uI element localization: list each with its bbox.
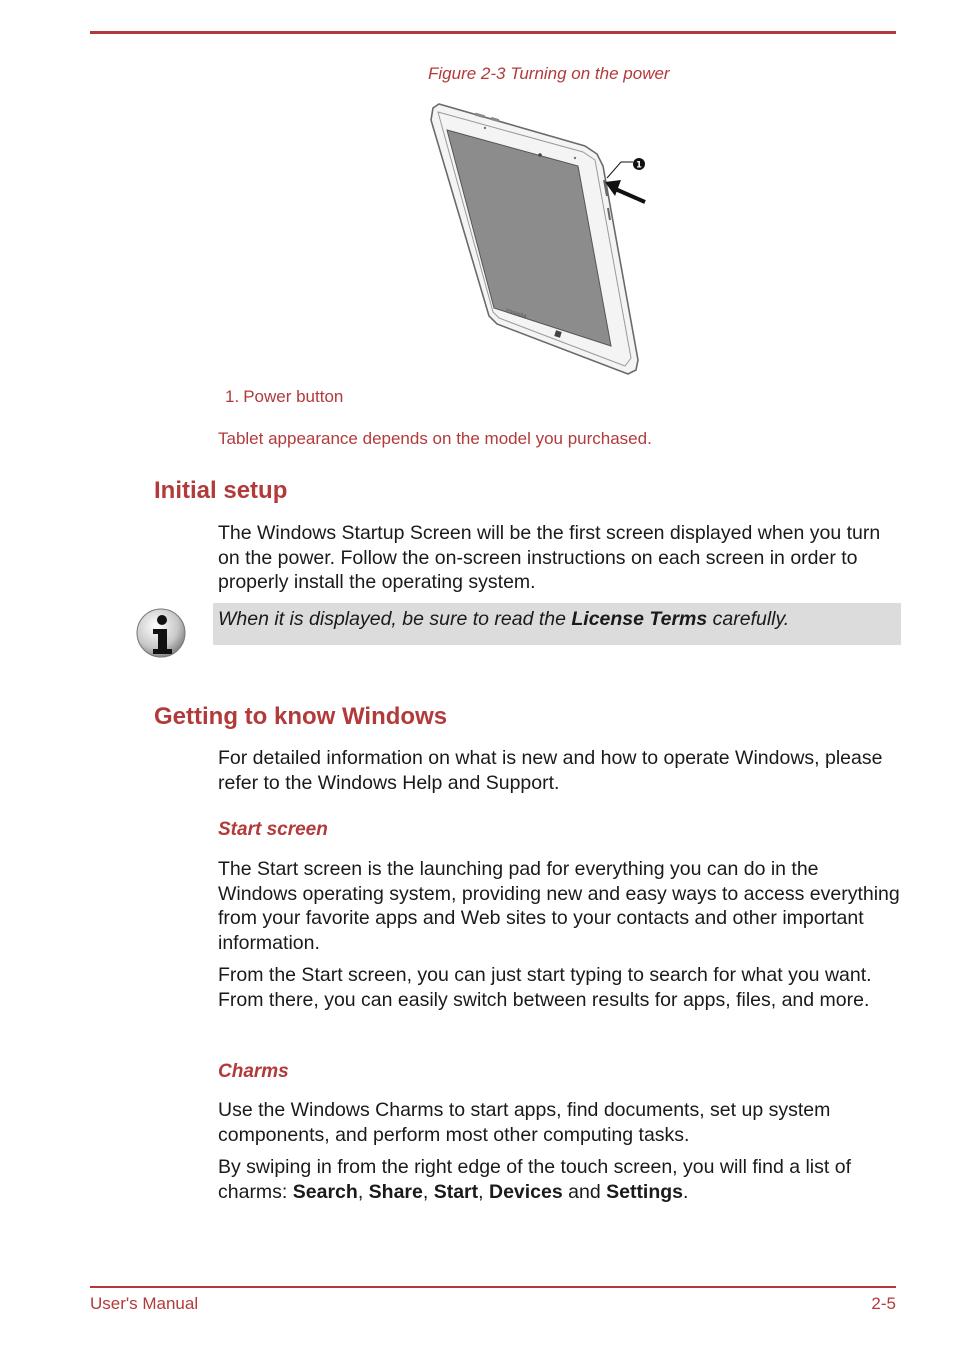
- start-screen-paragraph-1: The Start screen is the launching pad for everything you can do in the Windows operating system, providing new and easy ways to access everything from your favorite apps and Web sites to your contacts and other important information.: [218, 858, 900, 954]
- charms-separator: ,: [422, 1180, 434, 1203]
- device-brand: TOSHIBA: [504, 308, 528, 321]
- charm-share: Share: [368, 1180, 423, 1203]
- charms-separator: ,: [357, 1180, 369, 1203]
- charms-paragraph-1: Use the Windows Charms to start apps, find documents, set up system components, and perform most other computing tasks.: [218, 1099, 831, 1146]
- legend-number: 1.: [225, 387, 240, 406]
- charm-search: Search: [292, 1180, 358, 1203]
- start-screen-paragraph-2: From the Start screen, you can just start typing to search for what you want. From there, you can easily switch between results for apps, files, and more.: [218, 964, 872, 1011]
- heading-charms: Charms: [218, 1061, 289, 1082]
- heading-start-screen: Start screen: [218, 819, 328, 840]
- callout-number: 1: [636, 160, 642, 171]
- figure-legend: [225, 387, 343, 407]
- info-note-suffix: carefully.: [707, 608, 790, 630]
- footer-rule: [90, 1286, 896, 1288]
- heading-initial-setup: Initial setup: [154, 477, 288, 504]
- figure-note: Tablet appearance depends on the model you purchased.: [218, 429, 652, 448]
- charm-settings: Settings: [606, 1180, 684, 1203]
- charm-devices: Devices: [488, 1180, 563, 1203]
- figure-caption: Figure 2-3 Turning on the power: [428, 64, 670, 83]
- charms-paragraph-2: [218, 1155, 900, 1204]
- tablet-illustration: [425, 100, 655, 378]
- charms-intro: By swiping in from the right edge of the touch screen, you will find a list of charms:: [218, 1156, 851, 1203]
- info-note: [213, 603, 901, 645]
- initial-setup-paragraph: The Windows Startup Screen will be the first screen displayed when you turn on the power. Follow the on-screen instructions on each screen in order to properly install the operating system.: [218, 522, 881, 593]
- charm-start: Start: [433, 1180, 479, 1203]
- charms-separator-and: and: [562, 1180, 607, 1203]
- footer-page-number: 2-5: [871, 1294, 896, 1313]
- charms-separator: ,: [478, 1180, 489, 1203]
- info-note-license-terms: License Terms: [571, 608, 708, 630]
- header-rule: [90, 31, 896, 34]
- info-note-prefix: When it is displayed, be sure to read the: [218, 608, 572, 630]
- legend-label: Power button: [243, 387, 344, 406]
- charms-period: .: [683, 1180, 689, 1203]
- heading-getting-to-know-windows: Getting to know Windows: [154, 703, 448, 730]
- footer-manual-title: User's Manual: [90, 1294, 199, 1313]
- getting-to-know-paragraph: For detailed information on what is new and how to operate Windows, please refer to the Windows Help and Support.: [218, 747, 883, 794]
- info-icon: [133, 605, 189, 661]
